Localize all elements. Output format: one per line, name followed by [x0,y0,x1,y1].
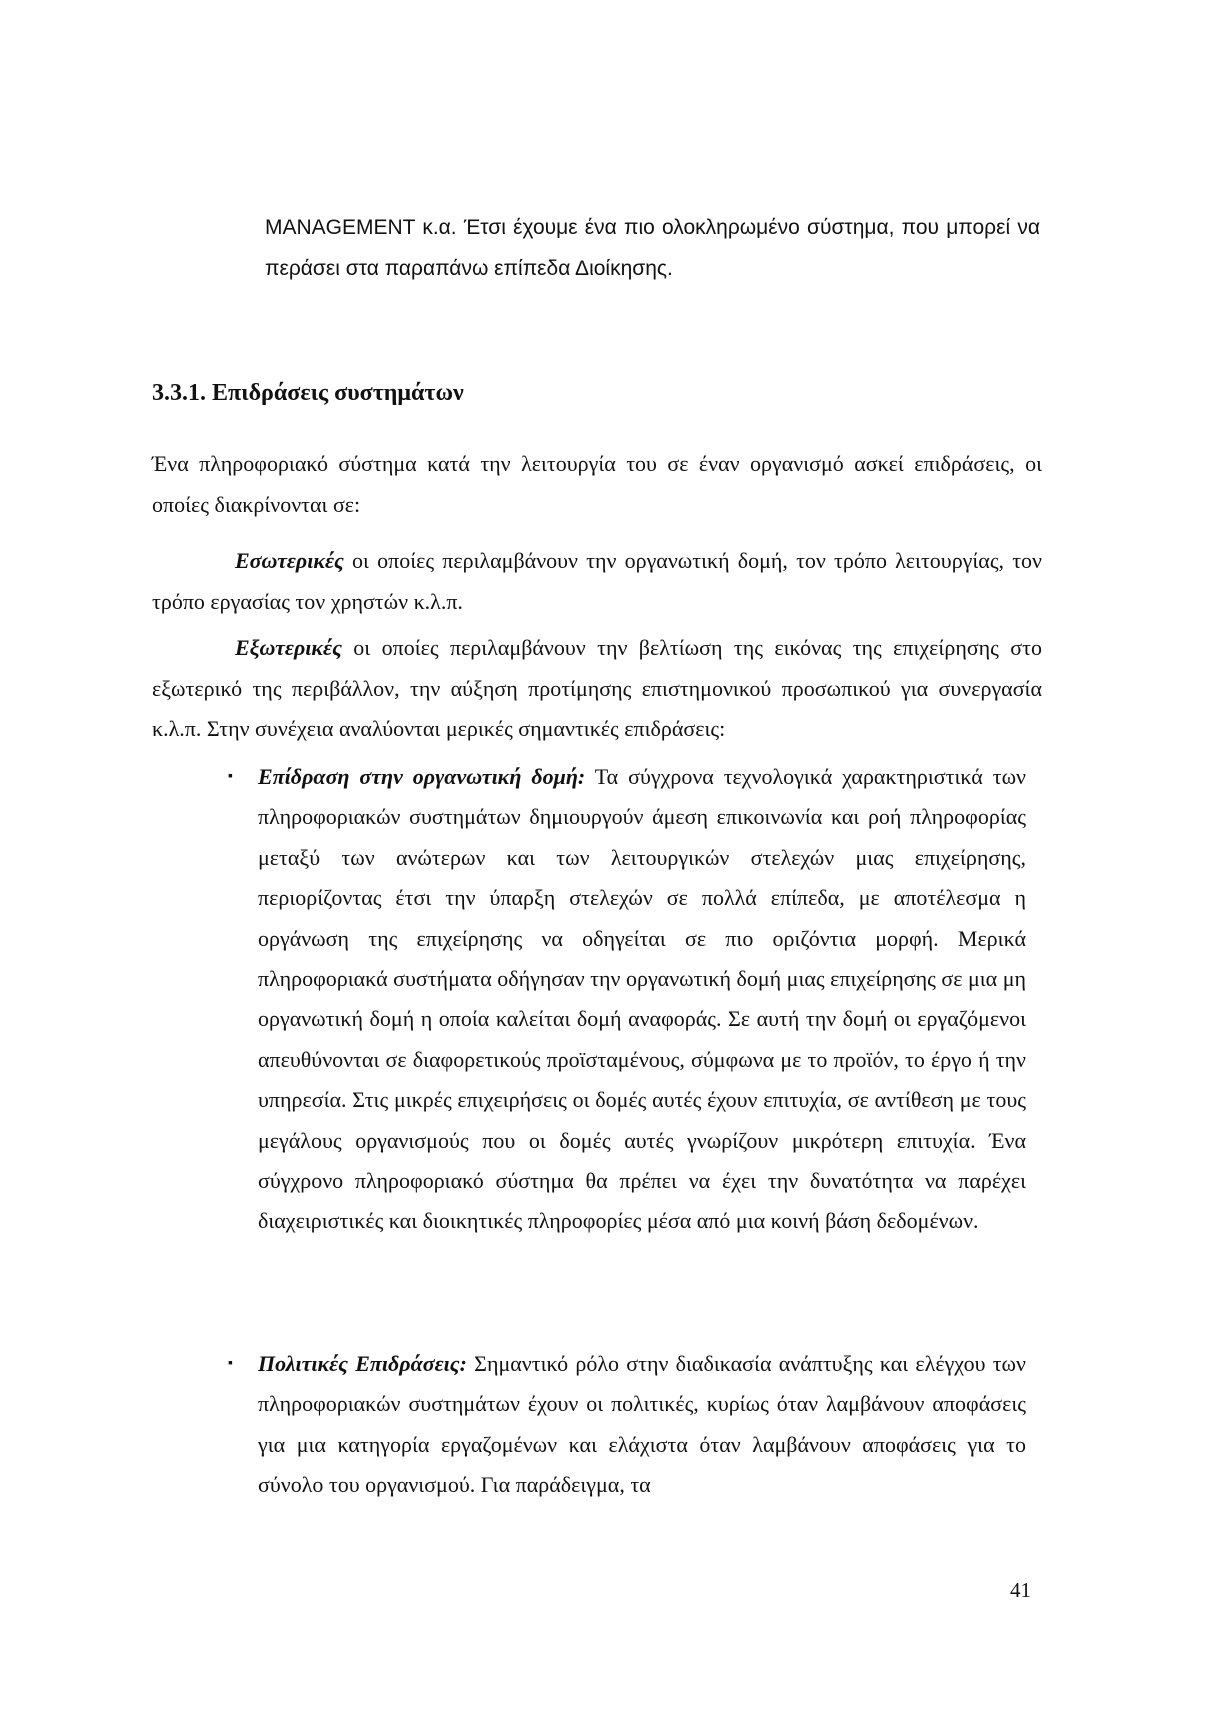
external-effects-lead: Εξωτερικές [235,635,342,660]
bullet-lead: Επίδραση στην οργανωτική δομή: [258,764,586,789]
bullet-text: Σημαντικό ρόλο στην διαδικασία ανάπτυξης και ελέγχου των πληροφοριακών συστημάτων έχουν οι πολιτικές, κυρίως όταν λαμβάνουν αποφάσεις για μια κατηγορία εργαζομένων και ελάχιστα όταν λαμβάνουν αποφάσεις για το σύνολο του οργανισμού. Για παράδειγμα, τα [258,1351,1026,1498]
bullet-text: Τα σύγχρονα τεχνολογικά χαρακτηριστικά των πληροφοριακών συστημάτων δημιουργούν άμεση επικοινωνία και ροή πληροφορίας μεταξύ των ανώτερων και των λειτουργικών στελεχών μιας επιχείρησης, περιορίζοντας έτσι την ύπαρξη στελεχών σε πολλά επίπεδα, με αποτέλεσμα η οργάνωση της επιχείρησης να οδηγείται σε πιο οριζόντια μορφή. Μερικά πληροφοριακά συστήματα οδήγησαν την οργανωτική δομή μιας επιχείρησης σε μια μη οργανωτική δομή η οποία καλείται δομή αναφοράς. Σε αυτή την δομή οι εργαζόμενοι απευθύνονται σε διαφορετικούς προϊσταμένους, σύμφωνα με το προϊόν, το έργο ή την υπηρεσία. Στις μικρές επιχειρήσεις οι δομές αυτές έχουν επιτυχία, σε αντίθεση με τους μεγάλους οργανισμούς που οι δομές αυτές γνωρίζουν μικρότερη επιτυχία. Ένα σύγχρονο πληροφοριακό σύστημα θα πρέπει να έχει την δυνατότητα να παρέχει διαχειριστικές και διοικητικές πληροφορίες μέσα από μια κοινή βάση δεδομένων. [258,764,1026,1234]
intro-paragraph: MANAGEMENT κ.α. Έτσι έχουμε ένα πιο ολοκληρωμένο σύστημα, που μπορεί να περάσει στα παραπάνω επίπεδα Διοίκησης. [265,216,1040,280]
external-effects-paragraph [152,628,1042,750]
body-paragraph: Ένα πληροφοριακό σύστημα κατά την λειτουργία του σε έναν οργανισμό ασκεί επιδράσεις, οι οποίες διακρίνονται σε: [152,451,1042,517]
internal-effects-paragraph [152,541,1042,622]
list-item-political-effects [228,1344,1026,1506]
internal-effects-text: οι οποίες περιλαμβάνουν την οργανωτική δομή, τον τρόπο λειτουργίας, τον τρόπο εργασίας τον χρηστών κ.λ.π. [152,548,1042,614]
bullet-icon: ▪ [228,1356,233,1371]
page-number: 41 [1010,1578,1031,1602]
bullet-lead: Πολιτικές Επιδράσεις: [258,1351,467,1376]
bullet-icon: ▪ [228,769,233,784]
section-heading: 3.3.1. Επιδράσεις συστημάτων [152,380,464,406]
internal-effects-lead: Εσωτερικές [235,548,344,573]
external-effects-text: οι οποίες περιλαμβάνουν την βελτίωση της εικόνας της επιχείρησης στο εξωτερικό της περιβάλλον, την αύξηση προτίμησης επιστημονικού προσωπικού για συνεργασία κ.λ.π. Στην συνέχεια αναλύονται μερικές σημαντικές επιδράσεις: [152,635,1042,741]
list-item-organizational-structure [228,757,1026,1242]
